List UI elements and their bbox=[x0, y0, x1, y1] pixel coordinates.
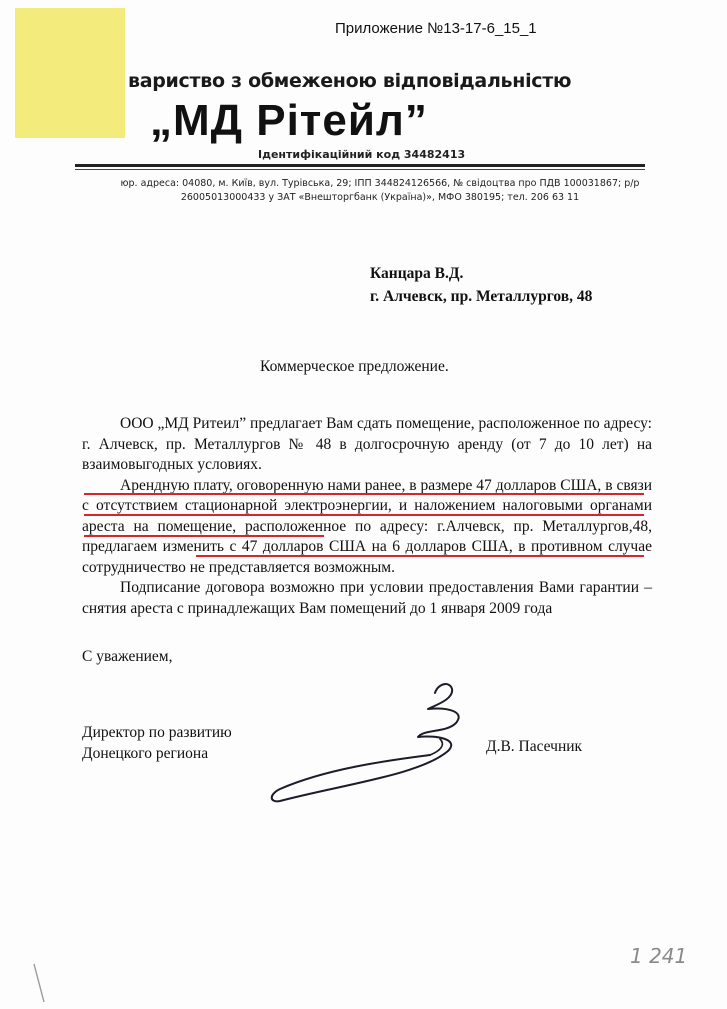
identification-code: Ідентифікаційний код 34482413 bbox=[258, 148, 466, 161]
letter-subject: Коммерческое предложение. bbox=[260, 358, 449, 375]
recipient-name: Канцара В.Д. bbox=[370, 265, 464, 282]
position-line: Директор по развитию bbox=[82, 724, 232, 741]
body-paragraph: Арендную плату, оговоренную нами ранее, в размере 47 долларов США, в связи с отсутствием стационарной электроэнергии, и наложением налоговыми органами ареста на помещение, расположенное по адресу: г.Алчевск, пр. Металлургов,48, предлагаем изменить с 47 долларов США на 6 долларов США, в противном случае сотрудничество не представляется возможным. bbox=[82, 476, 652, 576]
sticky-note bbox=[15, 8, 125, 138]
red-underline bbox=[196, 555, 644, 557]
letterhead-divider-thin bbox=[75, 169, 645, 170]
scan-artifact-mark bbox=[30, 960, 70, 1005]
company-brand: „МД Рітейл” bbox=[150, 96, 428, 145]
page-number: 1 241 bbox=[630, 944, 688, 968]
signer-name: Д.В. Пасечник bbox=[486, 738, 583, 755]
body-paragraph: ООО „МД Ритеил” предлагает Вам сдать помещение, расположенное по адресу: г. Алчевск, пр. Металлургов № 48 в долгосрочную аренду (от 7 до 10 лет) на взаимовыгодных условиях. bbox=[82, 415, 652, 473]
address-line: 26005013000433 у ЗАТ «Внешторгбанк (Україна)», МФО 380195; тел. 206 63 11 bbox=[180, 192, 580, 203]
red-underline bbox=[84, 493, 644, 495]
address-line: юр. адреса: 04080, м. Київ, вул. Турівська, 29; ІПП 344824126566, № свідоцтва про ПДВ 100031867; р/р bbox=[120, 178, 640, 189]
closing-regards: С уважением, bbox=[82, 648, 173, 665]
recipient-block bbox=[370, 262, 592, 308]
handwritten-signature bbox=[260, 675, 510, 815]
letterhead-divider bbox=[75, 164, 645, 167]
red-underline bbox=[84, 514, 644, 516]
red-underline bbox=[84, 535, 324, 537]
annex-number: Приложение №13-17-6_15_1 bbox=[335, 20, 537, 37]
position-line: Донецкого региона bbox=[82, 745, 209, 762]
signer-position bbox=[82, 722, 232, 764]
body-paragraph: Подписание договора возможно при условии предоставления Вами гарантии – снятия ареста с принадлежащих Вам помещений до 1 января 2009 года bbox=[82, 579, 652, 617]
letter-body bbox=[82, 414, 652, 619]
company-address bbox=[100, 177, 660, 205]
company-legal-form: вариство з обмеженою відповідальністю bbox=[128, 70, 572, 92]
recipient-address: г. Алчевск, пр. Металлургов, 48 bbox=[370, 288, 593, 305]
